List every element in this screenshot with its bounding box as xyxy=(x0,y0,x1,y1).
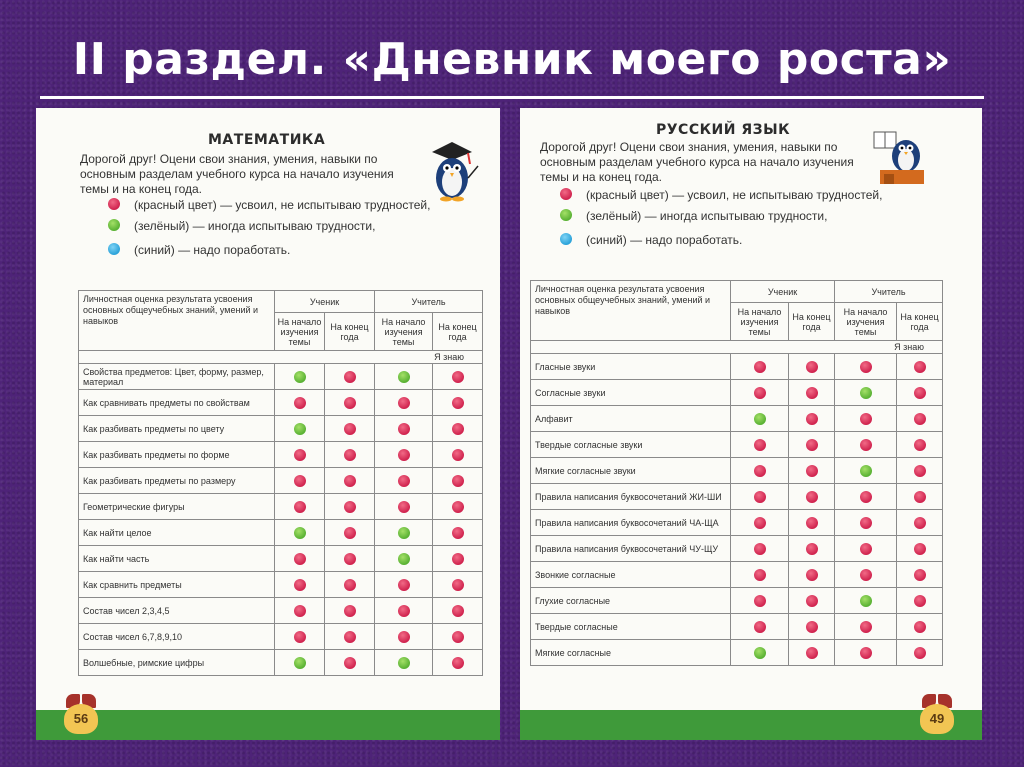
mark-cell xyxy=(897,562,943,588)
table-row xyxy=(79,442,483,468)
table-row xyxy=(79,546,483,572)
red-mark-icon xyxy=(806,491,818,503)
green-dot-icon xyxy=(560,209,572,221)
mark-cell xyxy=(789,432,835,458)
skill-label: Согласные звуки xyxy=(531,380,731,406)
skill-label: Геометрические фигуры xyxy=(79,494,275,520)
red-mark-icon xyxy=(344,371,356,383)
mark-cell xyxy=(897,536,943,562)
legend-item-red xyxy=(108,198,438,212)
mark-cell xyxy=(325,624,375,650)
red-mark-icon xyxy=(860,543,872,555)
red-mark-icon xyxy=(860,439,872,451)
green-mark-icon xyxy=(294,657,306,669)
legend-item-blue xyxy=(108,243,438,257)
mark-cell xyxy=(731,432,789,458)
legend-text: (красный цвет) — усвоил, не испытываю трудностей, xyxy=(586,188,883,202)
red-mark-icon xyxy=(754,595,766,607)
red-mark-icon xyxy=(398,501,410,513)
table-row xyxy=(531,432,943,458)
mark-cell xyxy=(275,572,325,598)
red-mark-icon xyxy=(294,553,306,565)
mark-cell xyxy=(789,614,835,640)
mark-cell xyxy=(731,354,789,380)
table-row xyxy=(531,510,943,536)
green-mark-icon xyxy=(860,595,872,607)
mark-cell xyxy=(275,442,325,468)
red-mark-icon xyxy=(344,423,356,435)
red-mark-icon xyxy=(452,423,464,435)
red-mark-icon xyxy=(754,361,766,373)
assessment-table xyxy=(78,290,483,676)
skill-label: Как разбивать предметы по форме xyxy=(79,442,275,468)
mark-cell xyxy=(731,510,789,536)
mark-cell xyxy=(731,380,789,406)
legend-item-red xyxy=(560,188,900,202)
table-row xyxy=(79,494,483,520)
red-mark-icon xyxy=(344,475,356,487)
table-row xyxy=(79,520,483,546)
mark-cell xyxy=(325,650,375,676)
red-mark-icon xyxy=(806,543,818,555)
red-mark-icon xyxy=(398,475,410,487)
red-mark-icon xyxy=(344,605,356,617)
mark-cell xyxy=(275,416,325,442)
red-mark-icon xyxy=(860,413,872,425)
mark-cell xyxy=(375,416,433,442)
red-mark-icon xyxy=(754,621,766,633)
blue-dot-icon xyxy=(560,233,572,245)
penguin-teacher-icon xyxy=(424,138,480,202)
mark-cell xyxy=(275,546,325,572)
table-row xyxy=(531,562,943,588)
red-mark-icon xyxy=(294,605,306,617)
red-mark-icon xyxy=(398,449,410,461)
green-mark-icon xyxy=(398,657,410,669)
student-end-header: На конец года xyxy=(325,313,375,351)
mark-cell xyxy=(897,380,943,406)
red-mark-icon xyxy=(914,413,926,425)
mark-cell xyxy=(835,458,897,484)
mark-cell xyxy=(433,546,483,572)
red-mark-icon xyxy=(398,397,410,409)
mark-cell xyxy=(433,572,483,598)
mark-cell xyxy=(375,650,433,676)
red-mark-icon xyxy=(860,517,872,529)
mark-cell xyxy=(375,546,433,572)
red-mark-icon xyxy=(294,449,306,461)
intro-text: Дорогой друг! Оцени свои знания, умения, навыки по основным разделам учебного курса на начало изучения темы и на конец года. xyxy=(80,152,394,196)
red-mark-icon xyxy=(806,439,818,451)
red-mark-icon xyxy=(294,631,306,643)
mark-cell xyxy=(375,390,433,416)
teacher-end-header: На конец года xyxy=(897,303,943,341)
student-end-header: На конец года xyxy=(789,303,835,341)
mark-cell xyxy=(897,640,943,666)
table-row xyxy=(79,624,483,650)
mark-cell xyxy=(731,536,789,562)
skill-label: Гласные звуки xyxy=(531,354,731,380)
title-underline xyxy=(40,96,984,99)
red-mark-icon xyxy=(860,569,872,581)
mark-cell xyxy=(731,588,789,614)
mark-cell xyxy=(835,432,897,458)
red-mark-icon xyxy=(344,501,356,513)
mark-cell xyxy=(433,650,483,676)
red-mark-icon xyxy=(452,501,464,513)
mark-cell xyxy=(897,406,943,432)
table-row xyxy=(531,406,943,432)
mark-cell xyxy=(325,494,375,520)
skill-label: Твердые согласные звуки xyxy=(531,432,731,458)
mark-cell xyxy=(835,354,897,380)
green-mark-icon xyxy=(294,527,306,539)
mark-cell xyxy=(731,614,789,640)
mark-cell xyxy=(375,442,433,468)
red-mark-icon xyxy=(344,579,356,591)
mark-cell xyxy=(789,640,835,666)
mark-cell xyxy=(275,598,325,624)
red-mark-icon xyxy=(754,543,766,555)
mark-cell xyxy=(789,458,835,484)
red-mark-icon xyxy=(344,527,356,539)
student-column-header: Ученик xyxy=(275,291,375,313)
table-row xyxy=(79,468,483,494)
mark-cell xyxy=(897,432,943,458)
table-row xyxy=(531,380,943,406)
student-start-header: На начало изучения темы xyxy=(275,313,325,351)
red-mark-icon xyxy=(806,465,818,477)
student-column-header: Ученик xyxy=(731,281,835,303)
table-row xyxy=(531,484,943,510)
skill-label: Правила написания буквосочетаний ЧА-ЩА xyxy=(531,510,731,536)
skill-label: Как сравнивать предметы по свойствам xyxy=(79,390,275,416)
mark-cell xyxy=(835,380,897,406)
red-mark-icon xyxy=(294,579,306,591)
skill-label: Звонкие согласные xyxy=(531,562,731,588)
red-mark-icon xyxy=(806,569,818,581)
skill-label: Свойства предметов: Цвет, форму, размер, материал xyxy=(79,364,275,390)
legend-item-green xyxy=(560,209,900,223)
skill-label: Алфавит xyxy=(531,406,731,432)
mark-cell xyxy=(325,390,375,416)
teacher-column-header: Учитель xyxy=(835,281,943,303)
know-label: Я знаю xyxy=(79,351,483,364)
mark-cell xyxy=(325,416,375,442)
mark-cell xyxy=(375,364,433,390)
mark-cell xyxy=(275,494,325,520)
red-mark-icon xyxy=(452,605,464,617)
red-mark-icon xyxy=(398,631,410,643)
table-description-header: Личностная оценка результата усвоения основных общеучебных знаний, умений и навыков xyxy=(79,291,275,351)
color-legend xyxy=(560,188,900,254)
skill-label: Правила написания буквосочетаний ЖИ-ШИ xyxy=(531,484,731,510)
skill-label: Мягкие согласные xyxy=(531,640,731,666)
red-mark-icon xyxy=(294,397,306,409)
skill-label: Правила написания буквосочетаний ЧУ-ЩУ xyxy=(531,536,731,562)
red-dot-icon xyxy=(560,188,572,200)
mark-cell xyxy=(433,442,483,468)
page-subject: РУССКИЙ ЯЗЫК xyxy=(656,122,791,138)
mark-cell xyxy=(835,640,897,666)
red-mark-icon xyxy=(860,361,872,373)
mark-cell xyxy=(897,588,943,614)
page-number: 49 xyxy=(920,704,954,734)
red-mark-icon xyxy=(914,543,926,555)
red-mark-icon xyxy=(806,595,818,607)
red-mark-icon xyxy=(754,491,766,503)
skill-label: Твердые согласные xyxy=(531,614,731,640)
green-mark-icon xyxy=(860,387,872,399)
legend-text: (зелёный) — иногда испытываю трудности, xyxy=(586,209,828,223)
red-mark-icon xyxy=(860,491,872,503)
red-mark-icon xyxy=(914,387,926,399)
skill-label: Как разбивать предметы по размеру xyxy=(79,468,275,494)
color-legend xyxy=(108,198,438,264)
mark-cell xyxy=(275,624,325,650)
green-mark-icon xyxy=(294,371,306,383)
teacher-end-header: На конец года xyxy=(433,313,483,351)
page-footer xyxy=(520,710,982,740)
mark-cell xyxy=(433,494,483,520)
red-mark-icon xyxy=(806,361,818,373)
mark-cell xyxy=(375,520,433,546)
red-mark-icon xyxy=(452,527,464,539)
mark-cell xyxy=(897,510,943,536)
table-row xyxy=(79,364,483,390)
teacher-start-header: На начало изучения темы xyxy=(835,303,897,341)
mark-cell xyxy=(433,390,483,416)
mark-cell xyxy=(433,364,483,390)
blue-dot-icon xyxy=(108,243,120,255)
red-mark-icon xyxy=(344,397,356,409)
mark-cell xyxy=(325,442,375,468)
mark-cell xyxy=(789,562,835,588)
green-mark-icon xyxy=(860,465,872,477)
mark-cell xyxy=(325,364,375,390)
table-row xyxy=(531,536,943,562)
red-mark-icon xyxy=(452,579,464,591)
red-mark-icon xyxy=(452,397,464,409)
teacher-start-header: На начало изучения темы xyxy=(375,313,433,351)
mark-cell xyxy=(789,406,835,432)
table-row xyxy=(531,614,943,640)
mark-cell xyxy=(375,624,433,650)
skill-label: Как найти часть xyxy=(79,546,275,572)
red-mark-icon xyxy=(914,621,926,633)
intro-text: Дорогой друг! Оцени свои знания, умения, навыки по основным разделам учебного курса на начало изучения темы и на конец года. xyxy=(540,140,854,184)
red-mark-icon xyxy=(754,569,766,581)
red-mark-icon xyxy=(398,423,410,435)
skill-label: Как сравнить предметы xyxy=(79,572,275,598)
skill-label: Волшебные, римские цифры xyxy=(79,650,275,676)
page-footer xyxy=(36,710,500,740)
mark-cell xyxy=(835,614,897,640)
table-row xyxy=(79,416,483,442)
red-mark-icon xyxy=(452,657,464,669)
mark-cell xyxy=(433,416,483,442)
table-description-header: Личностная оценка результата усвоения основных общеучебных знаний, умений и навыков xyxy=(531,281,731,341)
skill-label: Мягкие согласные звуки xyxy=(531,458,731,484)
red-mark-icon xyxy=(344,657,356,669)
mark-cell xyxy=(325,520,375,546)
green-mark-icon xyxy=(294,423,306,435)
mark-cell xyxy=(275,520,325,546)
legend-text: (синий) — надо поработать. xyxy=(134,243,291,257)
red-mark-icon xyxy=(452,475,464,487)
mark-cell xyxy=(375,572,433,598)
student-start-header: На начало изучения темы xyxy=(731,303,789,341)
red-mark-icon xyxy=(914,361,926,373)
table-row xyxy=(79,390,483,416)
russian-page xyxy=(520,108,982,740)
red-mark-icon xyxy=(452,553,464,565)
mark-cell xyxy=(789,510,835,536)
red-mark-icon xyxy=(806,647,818,659)
table-row xyxy=(79,650,483,676)
mark-cell xyxy=(325,598,375,624)
mark-cell xyxy=(731,458,789,484)
mark-cell xyxy=(835,588,897,614)
red-mark-icon xyxy=(754,465,766,477)
red-mark-icon xyxy=(344,449,356,461)
skill-label: Как разбивать предметы по цвету xyxy=(79,416,275,442)
red-dot-icon xyxy=(108,198,120,210)
penguin-reader-icon xyxy=(872,124,928,188)
red-mark-icon xyxy=(754,387,766,399)
mark-cell xyxy=(789,588,835,614)
red-mark-icon xyxy=(806,517,818,529)
mark-cell xyxy=(897,614,943,640)
assessment-table xyxy=(530,280,943,666)
table-row xyxy=(531,588,943,614)
red-mark-icon xyxy=(452,631,464,643)
table-row xyxy=(79,572,483,598)
red-mark-icon xyxy=(452,371,464,383)
table-row xyxy=(531,458,943,484)
red-mark-icon xyxy=(806,621,818,633)
mark-cell xyxy=(897,484,943,510)
red-mark-icon xyxy=(860,621,872,633)
mark-cell xyxy=(275,364,325,390)
mark-cell xyxy=(275,650,325,676)
mark-cell xyxy=(325,546,375,572)
mark-cell xyxy=(275,390,325,416)
red-mark-icon xyxy=(294,501,306,513)
mark-cell xyxy=(433,598,483,624)
mark-cell xyxy=(731,640,789,666)
red-mark-icon xyxy=(452,449,464,461)
skill-label: Глухие согласные xyxy=(531,588,731,614)
mark-cell xyxy=(325,572,375,598)
mark-cell xyxy=(835,536,897,562)
mark-cell xyxy=(375,598,433,624)
mark-cell xyxy=(375,494,433,520)
slide-title: II раздел. «Дневник моего роста» xyxy=(72,34,952,85)
legend-item-blue xyxy=(560,233,900,247)
legend-item-green xyxy=(108,219,438,233)
red-mark-icon xyxy=(914,517,926,529)
mark-cell xyxy=(897,354,943,380)
green-mark-icon xyxy=(754,647,766,659)
mark-cell xyxy=(897,458,943,484)
red-mark-icon xyxy=(398,579,410,591)
mark-cell xyxy=(731,406,789,432)
red-mark-icon xyxy=(344,553,356,565)
mark-cell xyxy=(789,380,835,406)
mark-cell xyxy=(835,510,897,536)
legend-text: (синий) — надо поработать. xyxy=(586,233,743,247)
mark-cell xyxy=(789,354,835,380)
mark-cell xyxy=(789,484,835,510)
mark-cell xyxy=(275,468,325,494)
red-mark-icon xyxy=(914,569,926,581)
green-mark-icon xyxy=(398,371,410,383)
red-mark-icon xyxy=(914,595,926,607)
mark-cell xyxy=(835,406,897,432)
red-mark-icon xyxy=(914,647,926,659)
mark-cell xyxy=(325,468,375,494)
math-page xyxy=(36,108,500,740)
page-subject: МАТЕМАТИКА xyxy=(208,132,326,148)
page-number: 56 xyxy=(64,704,98,734)
legend-text: (зелёный) — иногда испытываю трудности, xyxy=(134,219,376,233)
red-mark-icon xyxy=(806,387,818,399)
table-row xyxy=(531,640,943,666)
red-mark-icon xyxy=(398,605,410,617)
green-mark-icon xyxy=(754,413,766,425)
mark-cell xyxy=(433,624,483,650)
red-mark-icon xyxy=(914,491,926,503)
red-mark-icon xyxy=(914,439,926,451)
mark-cell xyxy=(375,468,433,494)
teacher-column-header: Учитель xyxy=(375,291,483,313)
green-dot-icon xyxy=(108,219,120,231)
green-mark-icon xyxy=(398,527,410,539)
skill-label: Состав чисел 2,3,4,5 xyxy=(79,598,275,624)
legend-text: (красный цвет) — усвоил, не испытываю трудностей, xyxy=(134,198,431,212)
mark-cell xyxy=(835,562,897,588)
skill-label: Как найти целое xyxy=(79,520,275,546)
mark-cell xyxy=(731,562,789,588)
know-label: Я знаю xyxy=(531,341,943,354)
mark-cell xyxy=(835,484,897,510)
red-mark-icon xyxy=(914,465,926,477)
red-mark-icon xyxy=(860,647,872,659)
red-mark-icon xyxy=(754,439,766,451)
mark-cell xyxy=(433,468,483,494)
red-mark-icon xyxy=(754,517,766,529)
skill-label: Состав чисел 6,7,8,9,10 xyxy=(79,624,275,650)
mark-cell xyxy=(789,536,835,562)
mark-cell xyxy=(731,484,789,510)
table-row xyxy=(531,354,943,380)
red-mark-icon xyxy=(806,413,818,425)
red-mark-icon xyxy=(344,631,356,643)
mark-cell xyxy=(433,520,483,546)
table-row xyxy=(79,598,483,624)
green-mark-icon xyxy=(398,553,410,565)
red-mark-icon xyxy=(294,475,306,487)
